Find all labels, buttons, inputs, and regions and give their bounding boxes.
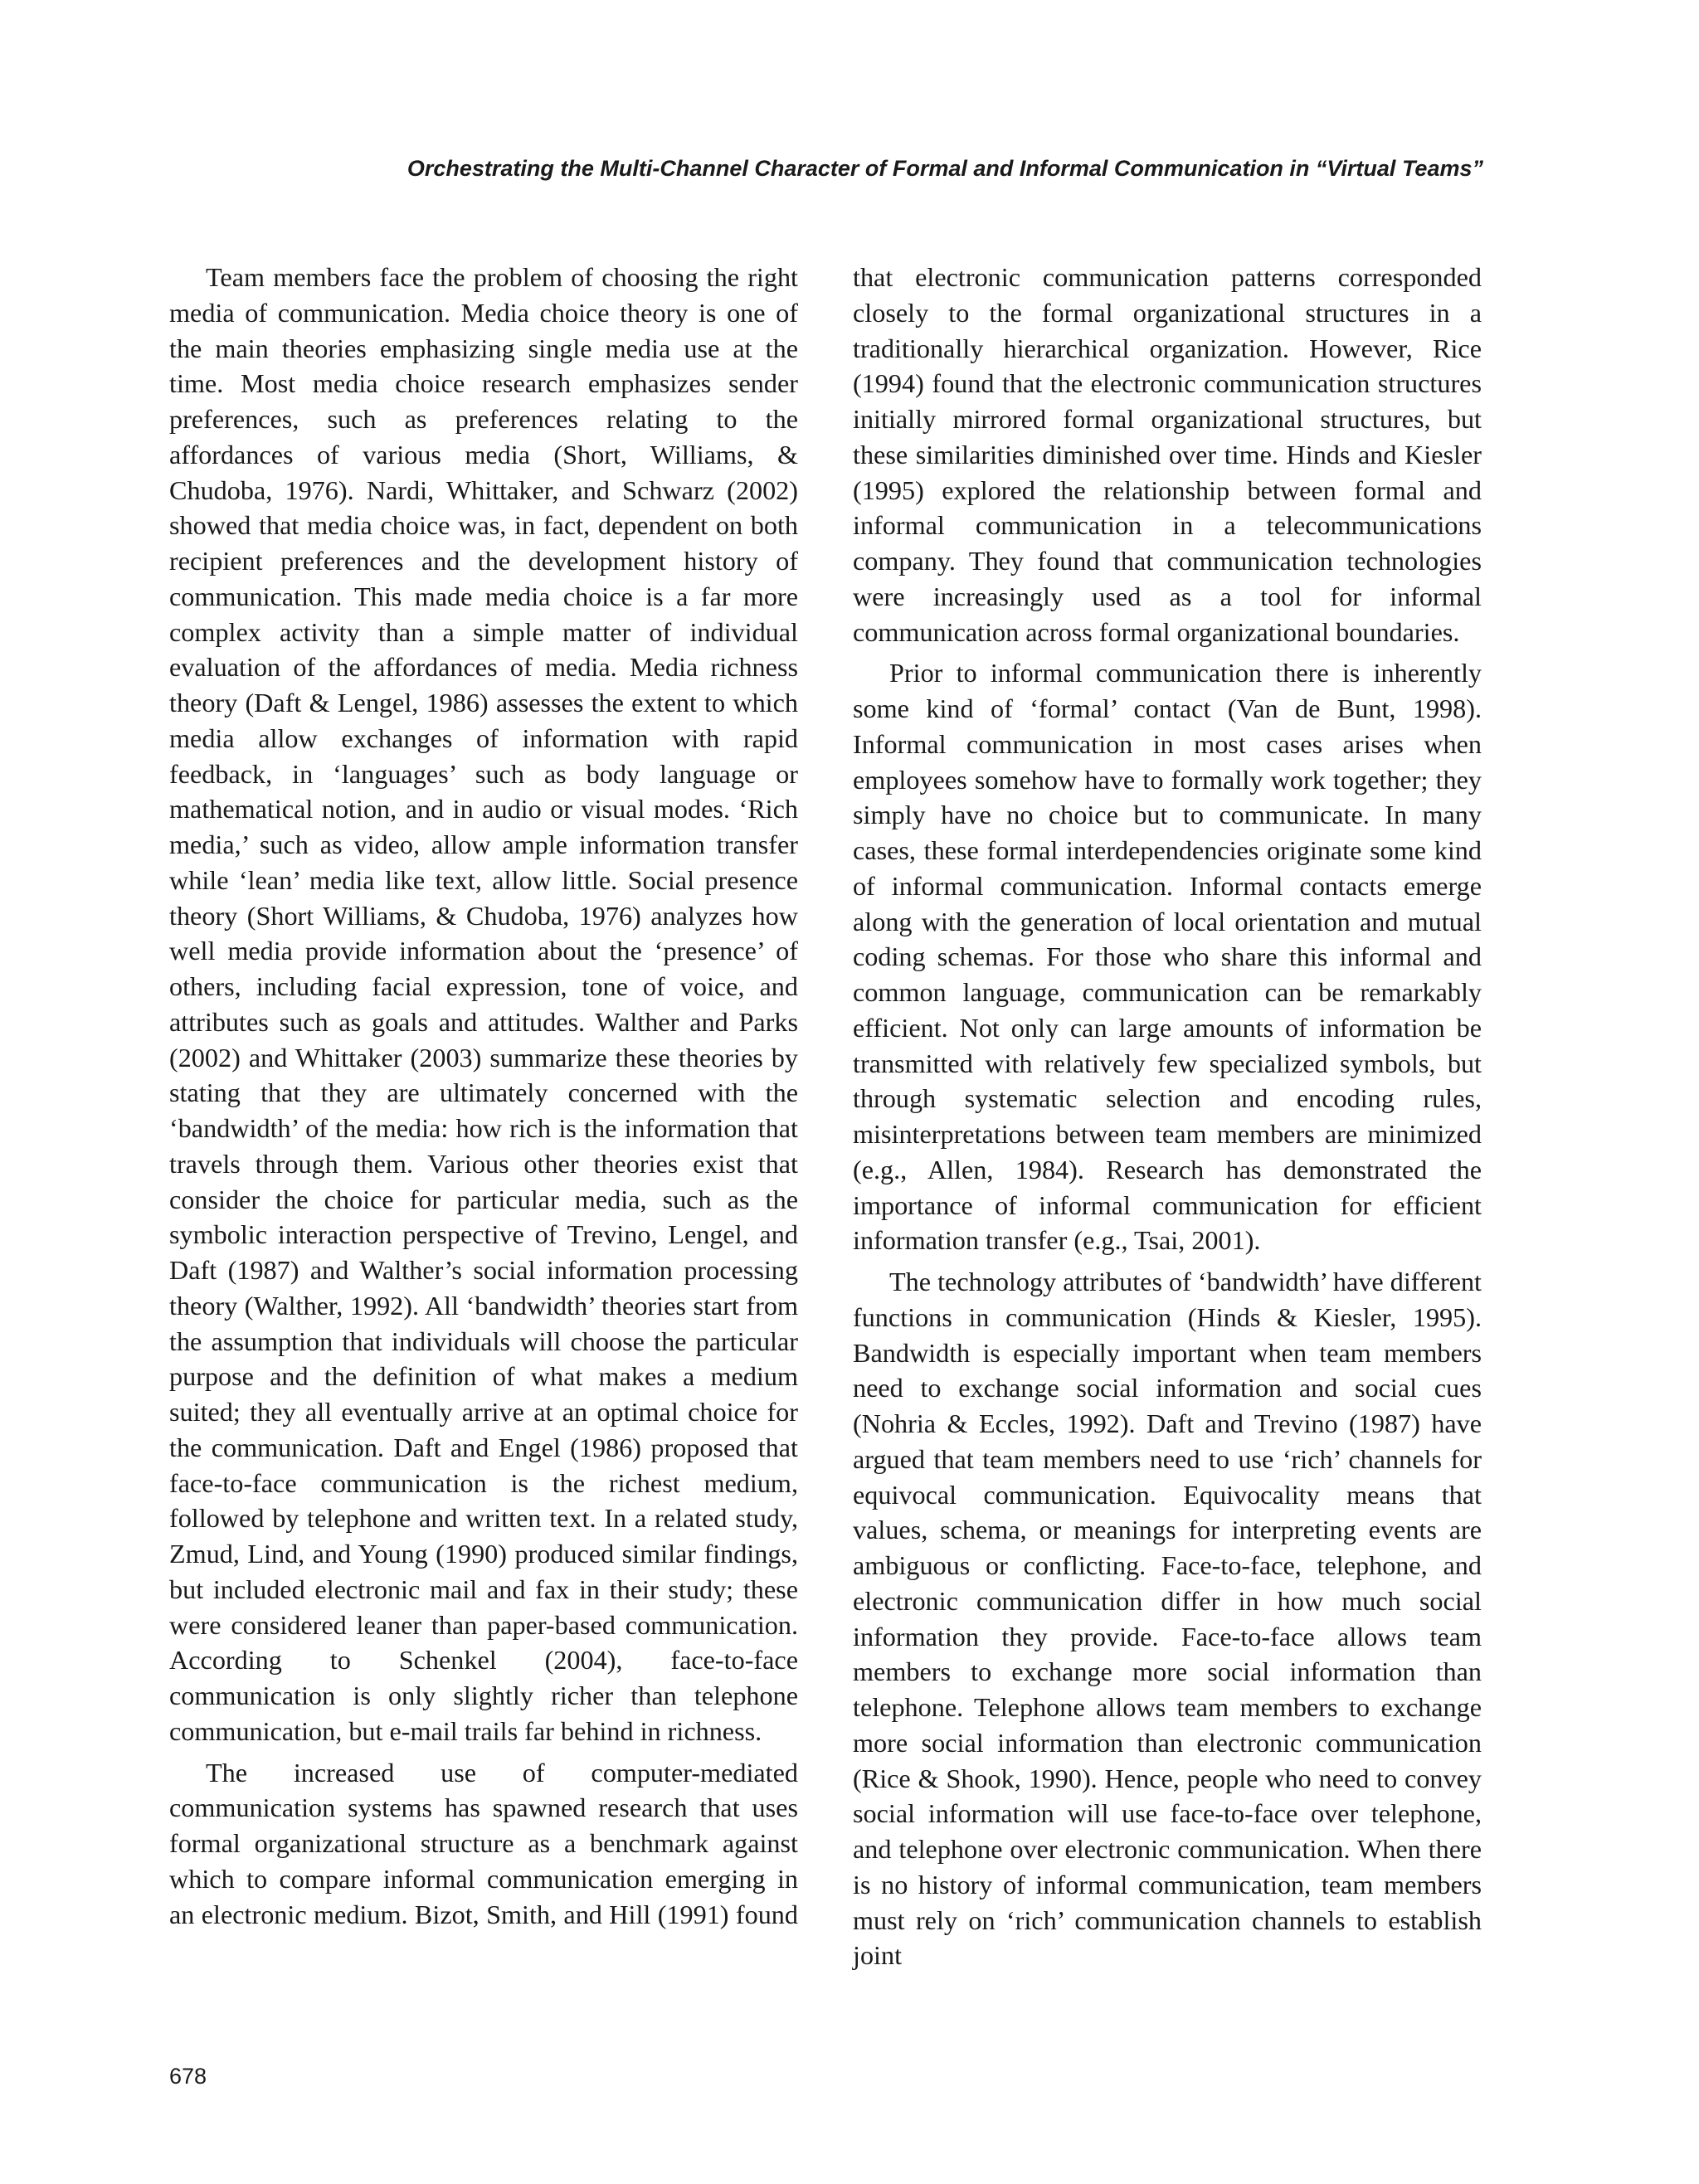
right-column (853, 260, 1482, 1979)
body-paragraph: Prior to informal communication there is inherently some kind of ‘formal’ contact (Van de Bunt, 1998). Informal communication in most cases arises when employees somehow have to formally work together; they simply have no choice but to communicate. In many cases, these formal interdependencies originate some kind of informal communication. Informal contacts emerge along with the generation of local orientation and mutual coding schemas. For those who share this informal and common language, communication can be remarkably efficient. Not only can large amounts of information be transmitted with relatively few specialized symbols, but through systematic selection and encoding rules, misinterpretations between team members are minimized (e.g., Allen, 1984). Research has demonstrated the importance of informal communication for efficient information transfer (e.g., Tsai, 2001). (853, 658, 1482, 1256)
left-column (169, 260, 798, 1938)
body-paragraph: that electronic communication patterns corresponded closely to the formal organizational structures in a traditionally hierarchical organization. However, Rice (1994) found that the electronic communication structures initially mirrored formal organizational structures, but these similarities diminished over time. Hinds and Kiesler (1995) explored the relationship between formal and informal communication in a telecommunications company. They found that communication technologies were increasingly used as a tool for informal communication across formal organizational boundaries. (853, 262, 1482, 647)
body-paragraph: Team members face the problem of choosing the right media of communication. Media choice theory is one of the main theories emphasizing single media use at the time. Most media choice research emphasizes sender preferences, such as preferences relating to the affordances of various media (Short, Williams, & Chudoba, 1976). Nardi, Whittaker, and Schwarz (2002) showed that media choice was, in fact, dependent on both recipient preferences and the development history of communication. This made media choice is a far more complex activity than a simple matter of individual evaluation of the affordances of media. Media richness theory (Daft & Lengel, 1986) assesses the extent to which media allow exchanges of information with rapid feedback, in ‘languages’ such as body language or mathematical notion, and in audio or visual modes. ‘Rich media,’ such as video, allow ample information transfer while ‘lean’ media like text, allow little. Social presence theory (Short Williams, & Chudoba, 1976) analyzes how well media provide information about the ‘presence’ of others, including facial expression, tone of voice, and attributes such as goals and attitudes. Walther and Parks (2002) and Whittaker (2003) summarize these theories by stating that they are ultimately concerned with the ‘bandwidth’ of the media: how rich is the information that travels through them. Various other theories exist that consider the choice for particular media, such as the symbolic interaction perspective of Trevino, Lengel, and Daft (1987) and Walther’s social information processing theory (Walther, 1992). All ‘bandwidth’ theories start from the assumption that individuals will choose the particular purpose and the definition of what makes a medium suited; they all eventually arrive at an optimal choice for the communication. Daft and Engel (1986) proposed that face-to-face communication is the richest medium, followed by telephone and written text. In a related study, Zmud, Lind, and Young (1990) produced similar findings, but included electronic mail and fax in their study; these were considered leaner than paper-based communication. According to Schenkel (2004), face-to-face communication is only slightly richer than telephone communication, but e-mail trails far behind in richness. (169, 262, 798, 1746)
page-number: 678 (169, 2064, 207, 2089)
body-paragraph: The increased use of computer-mediated communication systems has spawned research that uses formal organizational structure as a benchmark against which to compare informal communication emerging in an electronic medium. Bizot, Smith, and Hill (1991) found (169, 1757, 798, 1929)
body-paragraph: The technology attributes of ‘bandwidth’ have different functions in communication (Hinds & Kiesler, 1995). Bandwidth is especially important when team members need to exchange social information and social cues (Nohria & Eccles, 1992). Daft and Trevino (1987) have argued that team members need to use ‘rich’ channels for equivocal communication. Equivocality means that values, schema, or meanings for interpreting events are ambiguous or conflicting. Face-to-face, telephone, and electronic communication differ in how much social information they provide. Face-to-face allows team members to exchange more social information than telephone. Telephone allows team members to exchange more social information than electronic communication (Rice & Shook, 1990). Hence, people who need to convey social information will use face-to-face over telephone, and telephone over electronic communication. When there is no history of informal communication, team members must rely on ‘rich’ communication channels to establish joint (853, 1267, 1482, 1971)
running-header: Orchestrating the Multi-Channel Character of Formal and Informal Communication in “Virtual Teams” (406, 156, 1483, 181)
